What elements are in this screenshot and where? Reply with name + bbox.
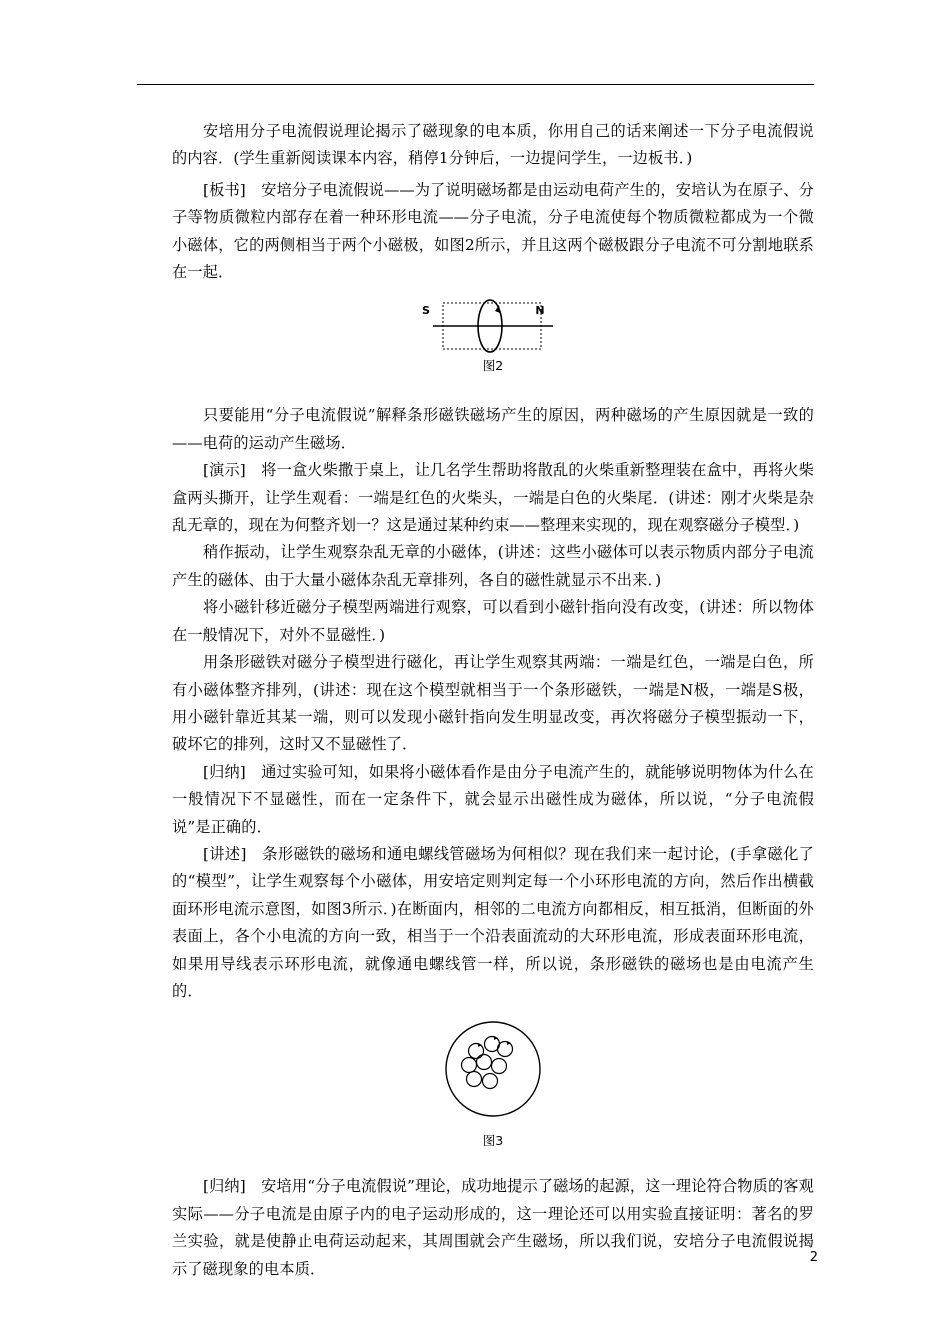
figure-3: [443, 1019, 543, 1151]
paragraph: 稍作振动，让学生观察杂乱无章的小磁体，(讲述：这些小磁体可以表示物质内部分子电流产生的磁体、由于大量小磁体杂乱无章排列，各自的磁性就显示不出来．): [172, 543, 814, 589]
page-body: [172, 118, 814, 1283]
cross-section-diagram: [443, 1019, 543, 1129]
paragraph: 将小磁针移近磁分子模型两端进行观察，可以看到小磁针指向没有改变，(讲述：所以物体在一般情况下，对外不显磁性．): [172, 598, 814, 644]
figure-3-caption: 图3: [482, 1133, 504, 1149]
figure-2: [422, 298, 553, 380]
north-pole-label: N: [535, 304, 545, 318]
paragraph: 只要能用“分子电流假说”解释条形磁铁磁场产生的原因，两种磁场的产生原因就是一致的——电荷的运动产生磁场．: [172, 406, 814, 452]
paragraph: [归纳] 安培用“分子电流假说”理论，成功地提示了磁场的起源，这一理论符合物质的客观实际——分子电流是由原子内的电子运动形成的，这一理论还可以用实验直接证明：著名的罗兰实验，就是使静止电荷运动起来，其周围就会产生磁场，所以我们说，安培分子电流假说揭示了磁现象的电本质．: [172, 1177, 814, 1278]
figure-2-caption: 图2: [482, 358, 504, 374]
paragraph: [演示] 将一盒火柴撒于桌上，让几名学生帮助将散乱的火柴重新整理装在盒中，再将火柴盒两头撕开，让学生观看：一端是红色的火柴头，一端是白色的火柴尾．(讲述：刚才火柴是杂乱无章的，现在为何整齐划一？这是通过某种约束——整理来实现的，现在观察磁分子模型．): [172, 461, 814, 535]
paragraph: [归纳] 通过实验可知，如果将小磁体看作是由分子电流产生的，就能够说明物体为什么在一般情况下不显磁性，而在一定条件下，就会显示出磁性成为磁体，所以说，“分子电流假说”是正确的．: [172, 762, 814, 836]
paragraph: [板书] 安培分子电流假说——为了说明磁场都是由运动电荷产生的，安培认为在原子、分子等物质微粒内部存在着一种环形电流——分子电流，分子电流使每个物质微粒都成为一个微小磁体，它的两侧相当于两个小磁极，如图2所示，并且这两个磁极跟分子电流不可分割地联系在一起．: [172, 180, 814, 282]
paragraph: 用条形磁铁对磁分子模型进行磁化，再让学生观察其两端：一端是红色，一端是白色，所有小磁体整齐排列，(讲述：现在这个模型就相当于一个条形磁铁，一端是N极，一端是S极，用小磁针靠近其某一端，则可以发现小磁针指向发生明显改变，再次将磁分子模型振动一下，破坏它的排列，这时又不显磁性了．: [172, 653, 814, 754]
paragraph: [讲述] 条形磁铁的磁场和通电螺线管磁场为何相似？现在我们来一起讨论，(手拿磁化了的“模型”，让学生观察每个小磁体，用安培定则判定每一个小环形电流的方向，然后作出横截面环形电流示意图，如图3所示．)在断面内，相邻的二电流方向都相反，相互抵消，但断面的外表面上，各个小电流的方向一致，相当于一个沿表面流动的大环形电流，形成表面环形电流，如果用导线表示环形电流，就像通电螺线管一样，所以说，条形磁铁的磁场也是由电流产生的．: [172, 844, 814, 1000]
south-pole-label: S: [422, 304, 430, 318]
paragraph: 安培用分子电流假说理论揭示了磁现象的电本质，你用自己的话来阐述一下分子电流假说的内容．(学生重新阅读课本内容，稍停1分钟后，一边提问学生，一边板书．): [172, 122, 814, 168]
page-number: 2: [809, 1250, 818, 1265]
header-rule: [137, 84, 814, 85]
